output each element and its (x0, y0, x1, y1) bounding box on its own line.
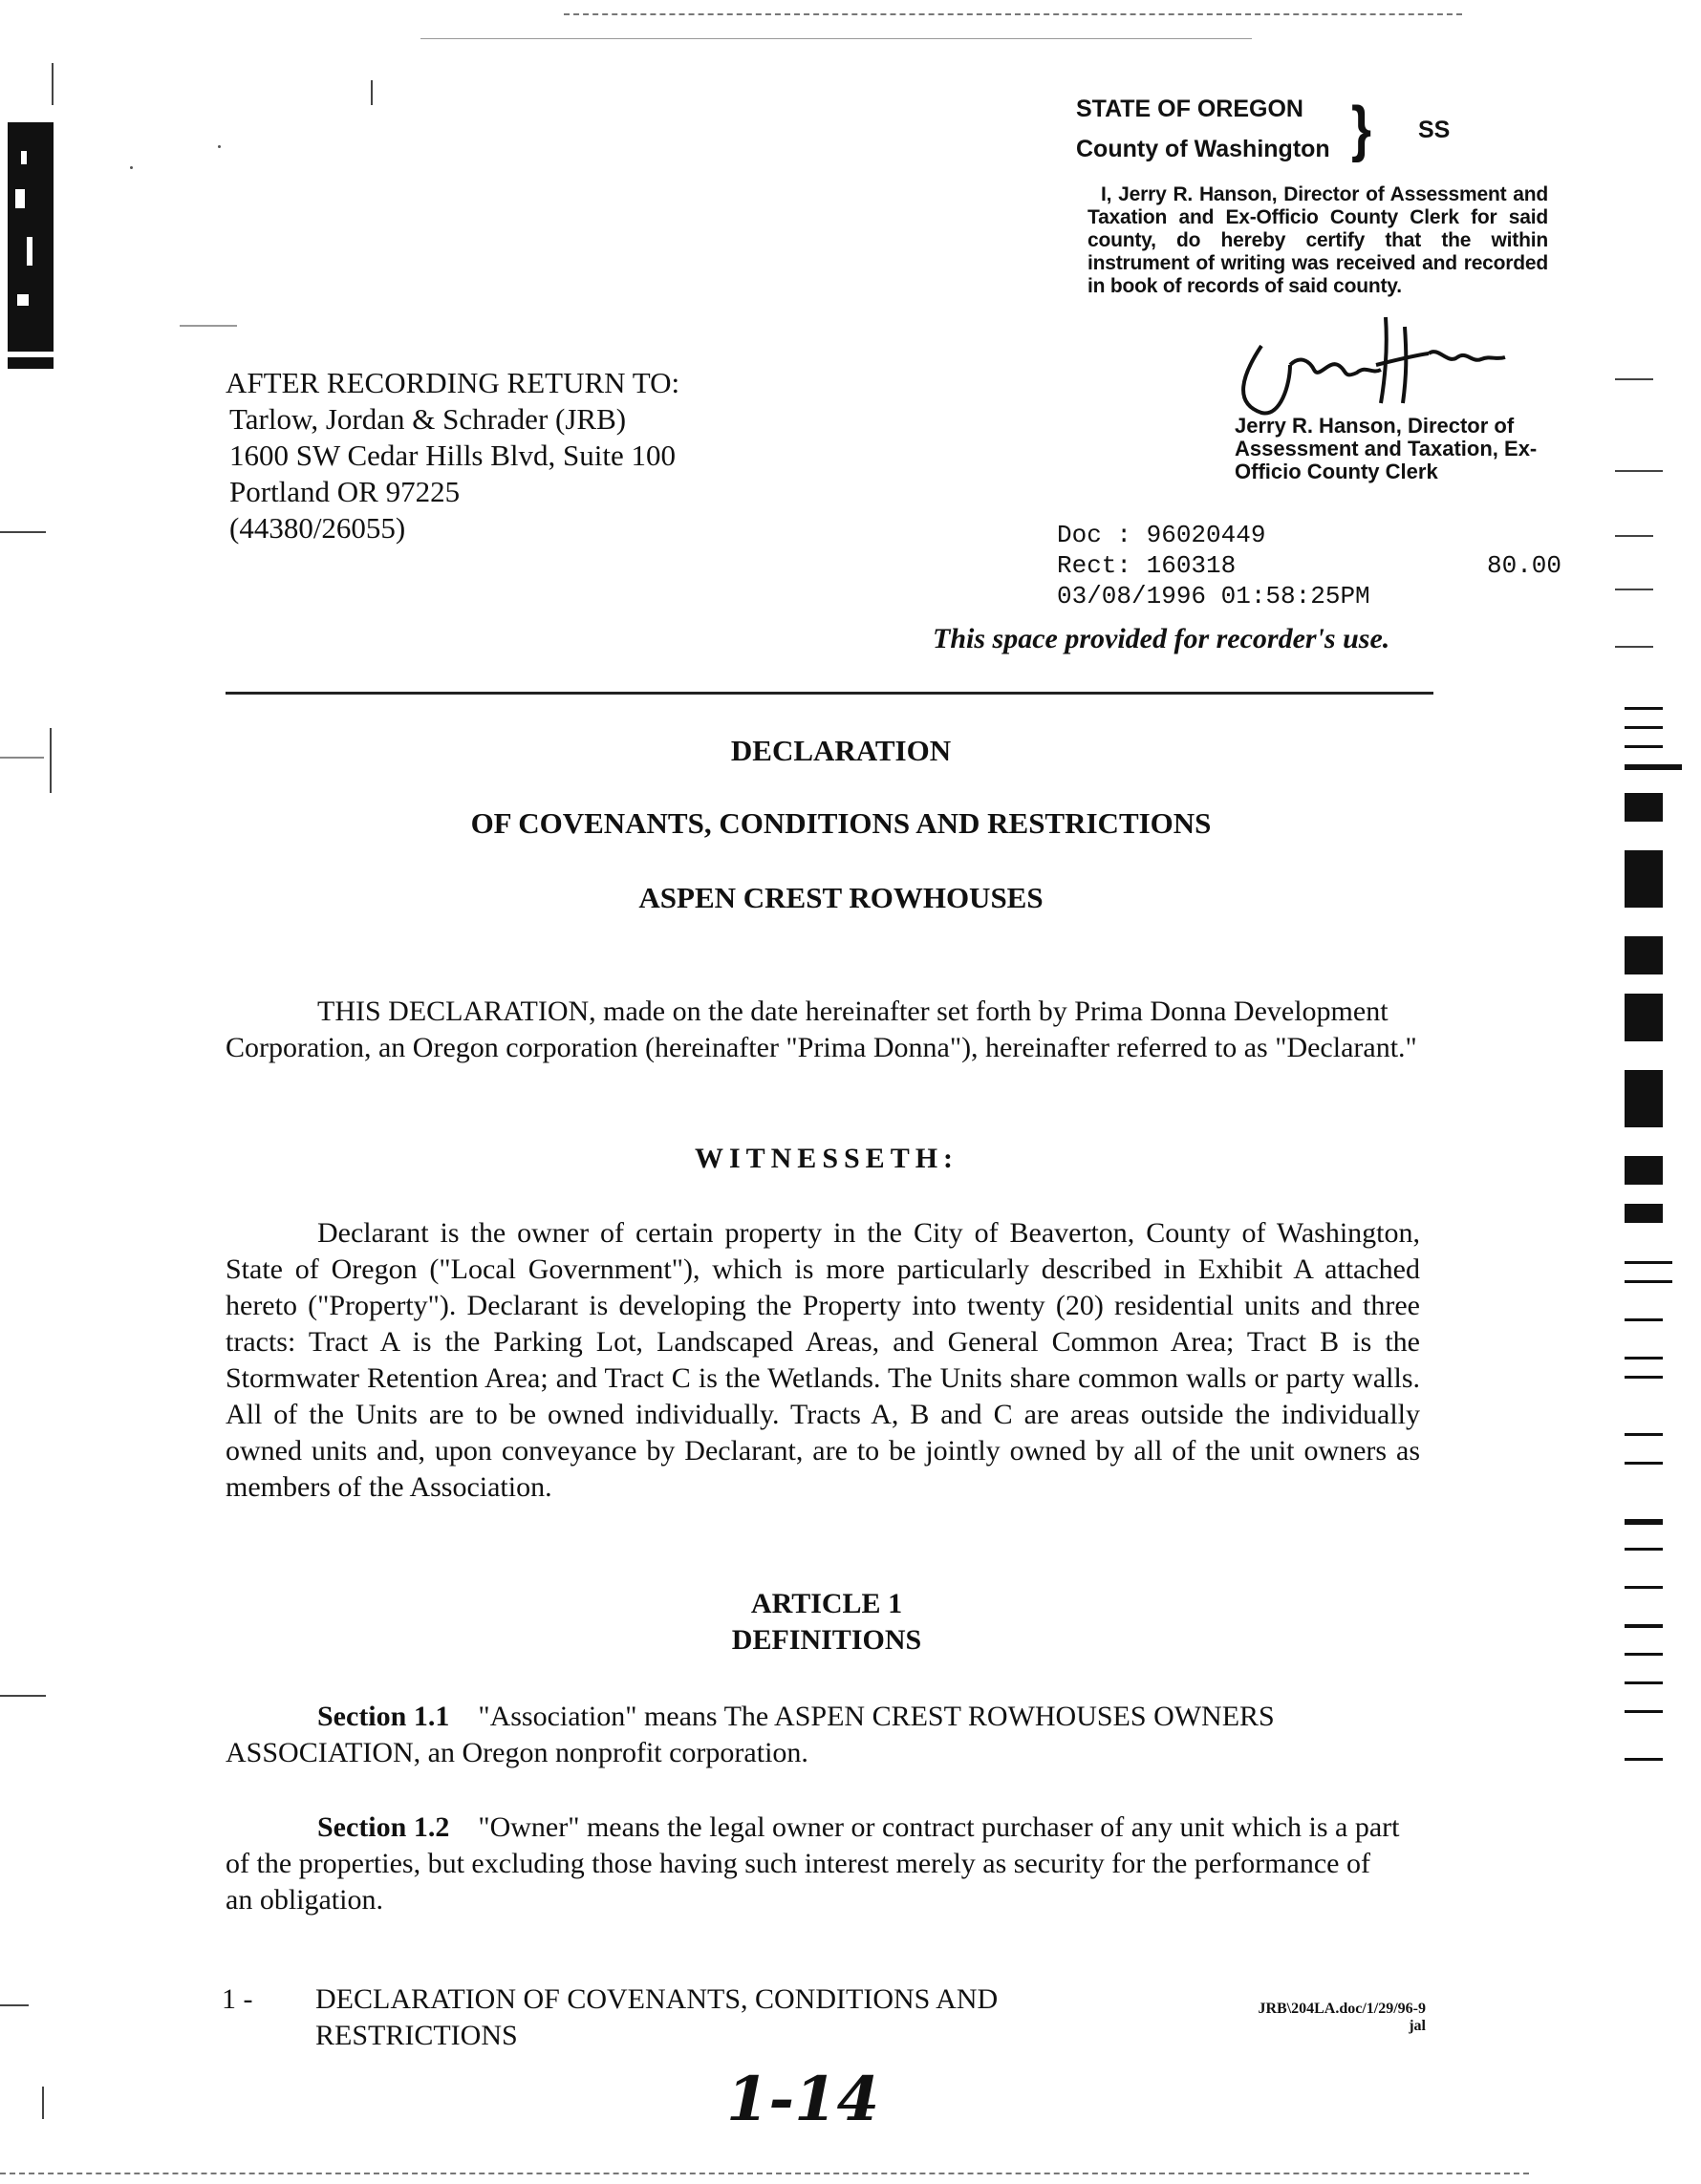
project-name: ASPEN CREST ROWHOUSES (638, 881, 1044, 914)
return-to-line-1: Tarlow, Jordan & Schrader (JRB) (229, 402, 627, 436)
scan-mark (1615, 589, 1653, 590)
scan-artifact-line (420, 38, 1252, 39)
scan-mark (1615, 646, 1653, 648)
footer-title-line-1: DECLARATION OF COVENANTS, CONDITIONS AND (315, 1983, 999, 2015)
section-1-2 (226, 1809, 1401, 1918)
footer-title-line-2: RESTRICTIONS (315, 2020, 518, 2051)
intro-paragraph: THIS DECLARATION, made on the date hereinafter set forth by Prima Donna Development Corporation, an Oregon corporation (hereinafter "Prima Donna"), hereinafter referred to as "Declarant." (226, 996, 1417, 1063)
scan-mark (0, 1695, 46, 1697)
stamp-doc-label: Doc : (1057, 521, 1147, 549)
section-1-1-label: Section 1.1 (317, 1701, 450, 1732)
recorder-signature-name-1: Jerry R. Hanson, Director of (1235, 414, 1515, 438)
footer-page-number: 1 - (222, 1983, 253, 2015)
return-to-heading: AFTER RECORDING RETURN TO: (226, 366, 680, 399)
recorder-signature (1223, 308, 1510, 422)
recorder-county: County of Washington (1076, 136, 1330, 162)
scan-mark (0, 2004, 29, 2006)
section-1-2-label: Section 1.2 (317, 1811, 450, 1843)
article-name: DEFINITIONS (731, 1624, 922, 1656)
recorder-signature-name-2: Assessment and Taxation, Ex- (1235, 437, 1538, 460)
stamp-rect-number: 160318 (1146, 551, 1237, 580)
recorder-signature-name-3: Officio County Clerk (1235, 460, 1438, 483)
scan-mark (371, 80, 373, 105)
footer-docref-1: JRB\204LA.doc/1/29/96-9 (1258, 2001, 1426, 2017)
recorder-brace: } (1351, 95, 1372, 163)
article-number: ARTICLE 1 (750, 1588, 903, 1619)
stamp-amount: 80.00 (1487, 551, 1562, 580)
stamp-datetime: 03/08/1996 01:58:25PM (1057, 582, 1370, 610)
return-to-line-2: 1600 SW Cedar Hills Blvd, Suite 100 (229, 439, 677, 472)
header-divider (226, 692, 1433, 695)
recital-paragraph: Declarant is the owner of certain property in the City of Beaverton, County of Washington, State of Oregon ("Local Government"), which is more particularly described in Exhibit A attached hereto ("Property"). Declarant is developing the Property into twenty (20) residential units and three tracts: Tract A is the Parking Lot, Landscaped Areas, and General Common Area; Tract B is the Stormwater Retention Area; and Tract C is the Wetlands. The Units share common walls or party walls. All of the Units are to be owned individually. Tracts A, B and C are areas outside the individually owned units and, upon conveyance by Declarant, are to be jointly owned by all of the unit owners as members of the Association. (226, 1217, 1420, 1503)
section-1-1-text: "Association" means The ASPEN CREST ROWHOUSES OWNERS ASSOCIATION, an Oregon nonprofit corporation. (226, 1701, 1275, 1768)
stamp-doc-line (1057, 520, 1265, 550)
recorder-ss: SS (1418, 117, 1451, 143)
scan-mark (0, 531, 46, 533)
section-1-2-text: "Owner" means the legal owner or contract purchaser of any unit which is a part of the properties, but excluding those having such interest merely as security for the performance of an obligation. (226, 1811, 1400, 1916)
scan-mark (218, 145, 221, 148)
footer-docref-2: jal (1409, 2018, 1426, 2034)
document-subtitle: OF COVENANTS, CONDITIONS AND RESTRICTIONS (470, 806, 1212, 840)
scan-mark (1615, 535, 1653, 537)
scan-mark (52, 63, 54, 105)
stamp-rect-label: Rect: (1057, 551, 1147, 580)
section-1-1 (226, 1699, 1420, 1771)
scan-artifact-left-bar (8, 122, 54, 369)
scan-mark (1615, 378, 1653, 380)
stamp-doc-number: 96020449 (1146, 521, 1266, 549)
scan-mark (42, 2087, 44, 2119)
recorder-certification: I, Jerry R. Hanson, Director of Assessment and Taxation and Ex-Officio County Clerk for said county, do hereby certify that the within instrument of writing was received and recorded in book of records of said county. (1087, 183, 1548, 297)
recorder-state: STATE OF OREGON (1076, 96, 1303, 122)
handwritten-page-range: 1-14 (726, 2064, 880, 2135)
return-to-line-3: Portland OR 97225 (229, 475, 461, 508)
document-title: DECLARATION (730, 734, 952, 767)
scan-mark (1615, 470, 1663, 472)
recorder-space-note: This space provided for recorder's use. (933, 623, 1390, 654)
return-to-line-4: (44380/26055) (229, 511, 406, 545)
witnesseth-heading: WITNESSETH: (694, 1143, 959, 1174)
scan-mark (130, 166, 133, 169)
scan-artifact-top-line (564, 13, 1462, 15)
scan-mark (180, 325, 237, 327)
stamp-rect-line (1057, 550, 1236, 581)
scan-artifact-bottom-line (0, 2173, 1529, 2174)
